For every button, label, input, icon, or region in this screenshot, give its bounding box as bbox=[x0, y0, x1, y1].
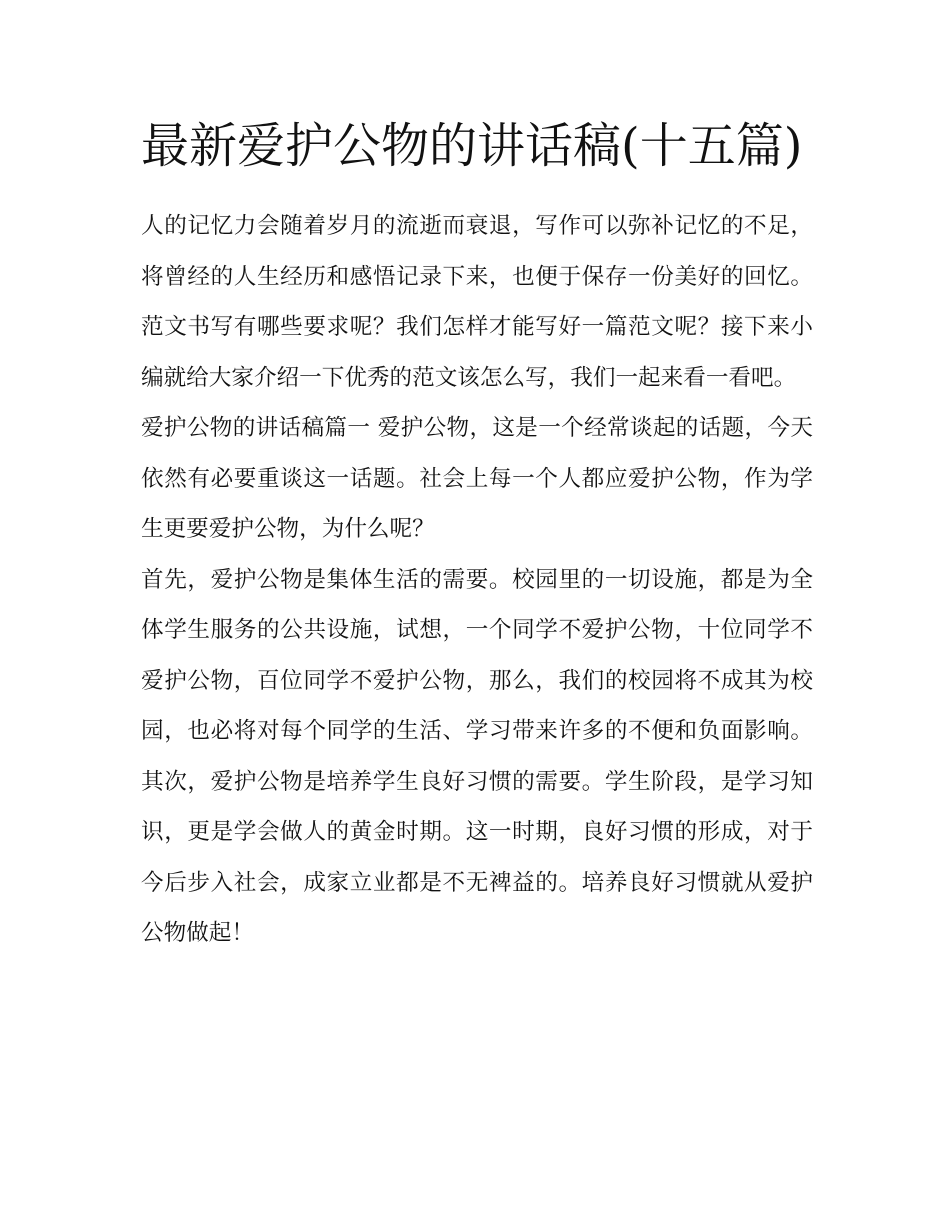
paragraph-intro: 人的记忆力会随着岁月的流逝而衰退，写作可以弥补记忆的不足，将曾经的人生经历和感悟记录下来，也便于保存一份美好的回忆。范文书写有哪些要求呢？我们怎样才能写好一篇范文呢？接下来小编就给大家介绍一下优秀的范文该怎么写，我们一起来看一看吧。 bbox=[141, 213, 813, 391]
paragraph-speech-one-opening: 爱护公物的讲话稿篇一 爱护公物，这是一个经常谈起的话题，今天依然有必要重谈这一话题。社会上每一个人都应爱护公物，作为学生更要爱护公物，为什么呢？ bbox=[141, 415, 813, 542]
document-body bbox=[141, 112, 813, 959]
paragraph-speech-one-body: 首先，爱护公物是集体生活的需要。校园里的一切设施，都是为全体学生服务的公共设施，试想，一个同学不爱护公物，十位同学不爱护公物，百位同学不爱护公物，那么，我们的校园将不成其为校园，也必将对每个同学的生活、学习带来许多的不便和负面影响。其次，爱护公物是培养学生良好习惯的需要。学生阶段，是学习知识，更是学会做人的黄金时期。这一时期，良好习惯的形成，对于今后步入社会，成家立业都是不无裨益的。培养良好习惯就从爱护公物做起！ bbox=[141, 566, 813, 946]
document-title: 最新爱护公物的讲话稿(十五篇) bbox=[141, 118, 803, 174]
